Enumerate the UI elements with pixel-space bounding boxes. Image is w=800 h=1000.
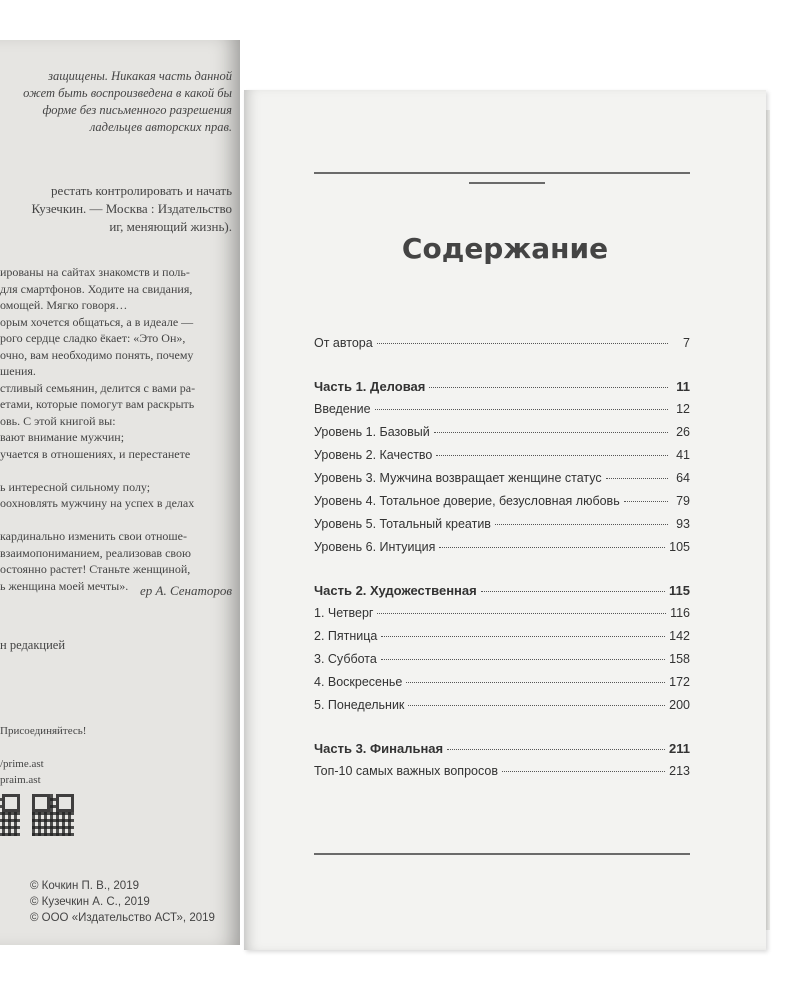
dot-leader (495, 524, 668, 525)
dot-leader (381, 659, 665, 660)
annotation-line: для смартфонов. Ходите на свидания, (0, 281, 193, 296)
annotation-line: ированы на сайтах знакомств и поль- (0, 265, 190, 279)
toc-entry (314, 494, 690, 517)
biblio-line: иг, меняющий жизнь). (109, 219, 232, 234)
toc-entry-label: Введение (314, 402, 371, 416)
toc-entry-label: 2. Пятница (314, 629, 378, 643)
dot-leader (434, 432, 668, 433)
toc-entry (314, 517, 690, 540)
toc-entry (314, 698, 690, 721)
toc-entry-page: 142 (669, 629, 690, 643)
page-title: Содержание (401, 232, 609, 265)
annotation-line: вают внимание мужчин; (0, 430, 125, 444)
toc-entry-label: 1. Четверг (314, 606, 374, 620)
toc-entry (314, 402, 690, 425)
biblio-line: Кузечкин. — Москва : Издательство (31, 201, 232, 216)
toc-entry-label: Уровень 5. Тотальный креатив (314, 517, 491, 531)
dot-leader (624, 501, 668, 502)
toc-entry-label: Часть 2. Художественная (314, 583, 477, 598)
toc-entry-label: Уровень 3. Мужчина возвращает женщине статус (314, 471, 602, 485)
toc-entry-page: 116 (670, 606, 690, 620)
editor-credit (0, 582, 232, 600)
bottom-rule (314, 853, 690, 855)
annotation-line: ь интересной сильному полу; (0, 479, 151, 494)
toc-entry-label: 5. Понедельник (314, 698, 405, 712)
dot-leader (429, 387, 668, 388)
social-link: praim.ast (0, 774, 41, 786)
annotation-line (0, 462, 232, 479)
toc-entry (314, 336, 690, 359)
toc-entry (314, 629, 690, 652)
toc-entry-label: Часть 3. Финальная (314, 741, 444, 756)
social-links (0, 756, 232, 788)
dot-leader (375, 409, 668, 410)
dot-leader (408, 705, 665, 706)
toc-entry-page: 12 (676, 402, 690, 416)
dot-leader (377, 343, 668, 344)
toc-entry (314, 425, 690, 448)
annotation-line: етами, которые помогут вам раскрыть (0, 397, 195, 411)
annotation-line: ь женщина моей мечты». (0, 578, 129, 593)
annotation-line: учается в отношениях, и перестанете (0, 446, 191, 461)
toc-entry (314, 764, 690, 787)
toc-entry-page: 7 (683, 336, 690, 350)
toc-part-heading (314, 379, 690, 402)
toc-entry (314, 675, 690, 698)
annotation-line: орым хочется общаться, а в идеале — (0, 314, 194, 329)
dot-leader (381, 636, 665, 637)
right-page-contents (244, 90, 766, 950)
rights-line: защищены. Никакая часть данной (48, 69, 232, 83)
toc-entry-page: 41 (676, 448, 690, 462)
rights-line: форме без письменного разрешения (42, 103, 232, 117)
copyright-block (30, 878, 240, 926)
qr-code-icon (0, 794, 20, 836)
qr-code-icon (32, 794, 74, 836)
copyright-line: © Кочкин П. В., 2019 (30, 880, 139, 892)
toc-entry-page: 93 (676, 517, 690, 531)
annotation-line: остоянно растет! Станьте женщиной, (0, 562, 191, 576)
toc-part-heading (314, 741, 690, 764)
annotation-line: рого сердце сладко ёкает: «Это Он», (0, 331, 186, 345)
toc-entry (314, 448, 690, 471)
toc-entry-label: Уровень 6. Интуиция (314, 540, 436, 554)
annotation-line: шения. (0, 364, 36, 378)
join-line: Присоединяйтесь! (0, 725, 87, 737)
copyright-line: © ООО «Издательство АСТ», 2019 (30, 912, 215, 924)
dot-leader (406, 682, 665, 683)
dot-leader (436, 455, 668, 456)
annotation-line: стливый семьянин, делится с вами ра- (0, 380, 196, 395)
dot-leader (606, 478, 668, 479)
toc-entry-page: 64 (676, 471, 690, 485)
annotation-line: кардинально изменить свои отноше- (0, 529, 187, 543)
toc-entry-page: 26 (676, 425, 690, 439)
table-of-contents (314, 336, 690, 787)
dot-leader (439, 547, 665, 548)
toc-entry-page: 79 (676, 494, 690, 508)
annotation-line: овь. С этой книгой вы: (0, 413, 116, 428)
toc-entry-page: 211 (669, 741, 690, 756)
toc-entry-label: Часть 1. Деловая (314, 379, 426, 394)
annotation (0, 264, 232, 594)
toc-entry-label: От автора (314, 336, 373, 350)
toc-entry-page: 105 (669, 540, 690, 554)
toc-entry-page: 172 (669, 675, 690, 689)
annotation-line: омощей. Мягко говоря… (0, 298, 128, 312)
editor-line: ер А. Сенаторов (140, 583, 232, 598)
toc-entry-label: 3. Суббота (314, 652, 377, 666)
social-link: /prime.ast (0, 758, 44, 770)
join-callout (0, 723, 232, 739)
annotation-line: взаимопониманием, реализовав свою (0, 545, 191, 560)
toc-entry-page: 213 (669, 764, 690, 778)
edition-note (0, 636, 232, 654)
toc-part-heading (314, 583, 690, 606)
toc-entry-page: 115 (669, 583, 690, 598)
top-rule (314, 172, 690, 174)
dot-leader (377, 613, 666, 614)
toc-entry-page: 11 (676, 379, 690, 394)
biblio-line: рестать контролировать и начать (51, 183, 232, 198)
toc-entry (314, 652, 690, 675)
toc-entry-label: Уровень 2. Качество (314, 448, 433, 462)
toc-entry (314, 606, 690, 629)
annotation-line: оохновлять мужчину на успех в делах (0, 496, 195, 510)
toc-entry-label: 4. Воскресенье (314, 675, 403, 689)
dot-leader (481, 591, 665, 592)
annotation-line (0, 512, 232, 529)
rights-notice (0, 68, 232, 136)
toc-entry (314, 471, 690, 494)
short-rule (469, 182, 545, 184)
dot-leader (447, 749, 665, 750)
toc-entry-label: Уровень 4. Тотальное доверие, безусловная любовь (314, 494, 620, 508)
rights-line: ожет быть воспроизведена в какой бы (23, 86, 232, 100)
toc-entry-label: Топ-10 самых важных вопросов (314, 764, 498, 778)
dot-leader (502, 771, 665, 772)
toc-entry-label: Уровень 1. Базовый (314, 425, 430, 439)
annotation-line: очно, вам необходимо понять, почему (0, 347, 194, 362)
copyright-line: © Кузечкин А. С., 2019 (30, 896, 150, 908)
rights-line: ладельцев авторских прав. (89, 120, 232, 134)
edition-line: н редакцией (0, 638, 66, 652)
toc-entry-page: 158 (669, 652, 690, 666)
toc-entry-page: 200 (669, 698, 690, 712)
left-page-imprint (0, 40, 240, 945)
toc-entry (314, 540, 690, 563)
bibliographic-record (0, 182, 232, 236)
